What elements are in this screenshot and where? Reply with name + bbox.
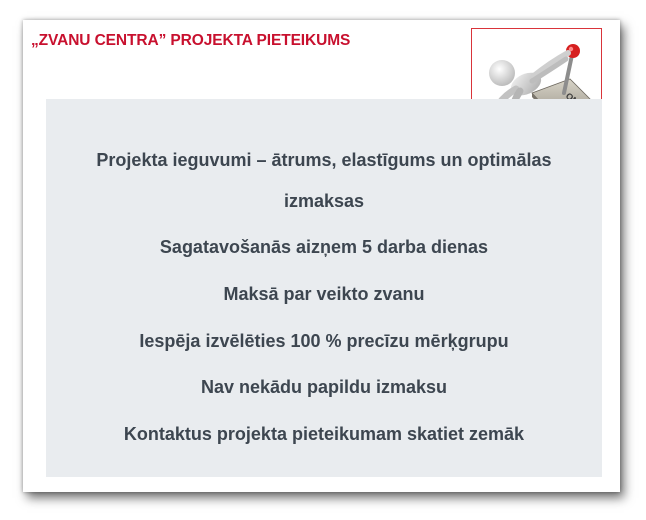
bullet-benefits: Projekta ieguvumi – ātrums, elastīgums un optimālas [96,150,552,170]
bullet-benefits-continued: izmaksas [283,191,365,211]
bullet-target-group: Iespēja izvēlēties 100 % precīzu mērķgrupu [139,331,509,351]
bullet-pay-per-call: Maksā par veikto zvanu [223,284,425,304]
slide [23,20,620,492]
bullet-no-extra-costs: Nav nekādu papildu izmaksu [200,377,448,397]
content-panel [46,99,602,477]
bullet-preparation: Sagatavošanās aizņem 5 darba dienas [159,237,489,257]
slide-title: „ZVANU CENTRA” PROJEKTA PIETEIKUMS [31,32,351,49]
bullet-contacts: Kontaktus projekta pieteikumam skatiet zemāk [123,424,525,444]
